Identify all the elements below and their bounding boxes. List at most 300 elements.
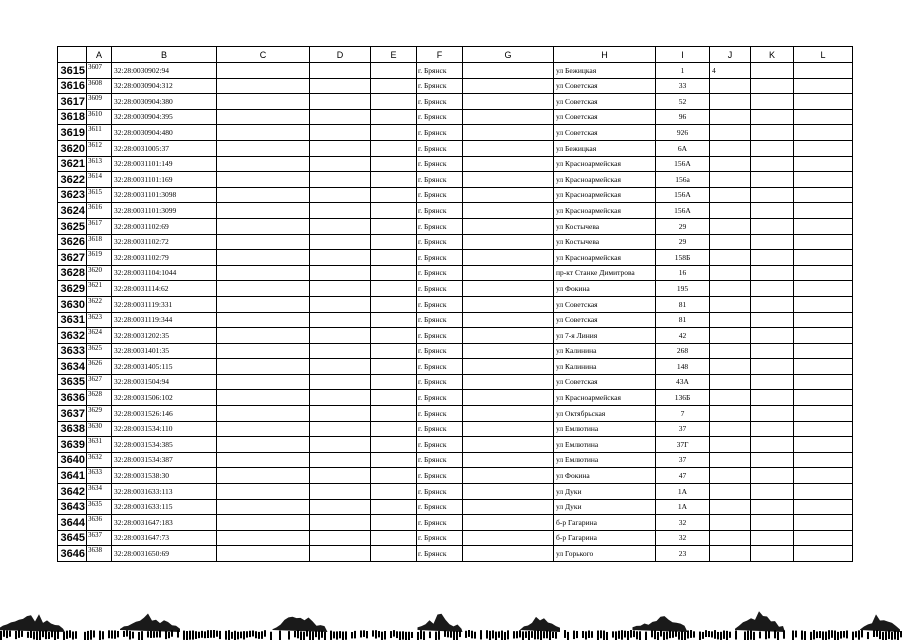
cell-f-city[interactable]: г. Брянск: [417, 203, 463, 219]
cell-l[interactable]: [794, 265, 853, 281]
cell-j[interactable]: [710, 312, 751, 328]
cell-f-city[interactable]: г. Брянск: [417, 125, 463, 141]
cell-l[interactable]: [794, 250, 853, 266]
cell-j[interactable]: [710, 515, 751, 531]
cell-e[interactable]: [371, 530, 417, 546]
cell-c[interactable]: [217, 328, 310, 344]
cell-a[interactable]: 3637: [87, 530, 112, 546]
cell-f-city[interactable]: г. Брянск: [417, 468, 463, 484]
cell-c[interactable]: [217, 530, 310, 546]
cell-a[interactable]: 3613: [87, 156, 112, 172]
cell-d[interactable]: [310, 359, 371, 375]
cell-l[interactable]: [794, 374, 853, 390]
cell-e[interactable]: [371, 234, 417, 250]
cell-b-cadastral-number[interactable]: 32:28:0031534:110: [112, 421, 217, 437]
cell-b-cadastral-number[interactable]: 32:28:0031650:69: [112, 546, 217, 562]
cell-f-city[interactable]: г. Брянск: [417, 63, 463, 79]
cell-g[interactable]: [463, 125, 554, 141]
cell-b-cadastral-number[interactable]: 32:28:0031504:94: [112, 374, 217, 390]
cell-b-cadastral-number[interactable]: 32:28:0031405:115: [112, 359, 217, 375]
cell-i-house-number[interactable]: 33: [656, 78, 710, 94]
cell-b-cadastral-number[interactable]: 32:28:0030904:480: [112, 125, 217, 141]
cell-h-street[interactable]: ул Дуки: [554, 484, 656, 500]
cell-f-city[interactable]: г. Брянск: [417, 359, 463, 375]
cell-f-city[interactable]: г. Брянск: [417, 437, 463, 453]
cell-l[interactable]: [794, 312, 853, 328]
cell-a[interactable]: 3616: [87, 203, 112, 219]
cell-j[interactable]: [710, 406, 751, 422]
cell-d[interactable]: [310, 343, 371, 359]
cell-h-street[interactable]: ул Емлютина: [554, 452, 656, 468]
row-number-cell[interactable]: 3631: [58, 312, 87, 328]
cell-e[interactable]: [371, 406, 417, 422]
cell-j[interactable]: [710, 234, 751, 250]
cell-f-city[interactable]: г. Брянск: [417, 484, 463, 500]
cell-k[interactable]: [751, 187, 794, 203]
row-number-cell[interactable]: 3636: [58, 390, 87, 406]
row-number-cell[interactable]: 3619: [58, 125, 87, 141]
cell-i-house-number[interactable]: 42: [656, 328, 710, 344]
cell-f-city[interactable]: г. Брянск: [417, 156, 463, 172]
cell-j[interactable]: [710, 187, 751, 203]
cell-l[interactable]: [794, 63, 853, 79]
cell-f-city[interactable]: г. Брянск: [417, 328, 463, 344]
cell-a[interactable]: 3632: [87, 452, 112, 468]
row-number-cell[interactable]: 3637: [58, 406, 87, 422]
cell-a[interactable]: 3621: [87, 281, 112, 297]
cell-f-city[interactable]: г. Брянск: [417, 218, 463, 234]
cell-g[interactable]: [463, 359, 554, 375]
cell-d[interactable]: [310, 172, 371, 188]
cell-j[interactable]: [710, 296, 751, 312]
cell-b-cadastral-number[interactable]: 32:28:0031647:183: [112, 515, 217, 531]
cell-g[interactable]: [463, 63, 554, 79]
cell-e[interactable]: [371, 328, 417, 344]
cell-j[interactable]: [710, 265, 751, 281]
cell-i-house-number[interactable]: 37: [656, 452, 710, 468]
cell-i-house-number[interactable]: 29: [656, 218, 710, 234]
cell-e[interactable]: [371, 265, 417, 281]
cell-a[interactable]: 3614: [87, 172, 112, 188]
cell-f-city[interactable]: г. Брянск: [417, 296, 463, 312]
cell-i-house-number[interactable]: 158Б: [656, 250, 710, 266]
cell-a[interactable]: 3627: [87, 374, 112, 390]
cell-f-city[interactable]: г. Брянск: [417, 452, 463, 468]
cell-c[interactable]: [217, 452, 310, 468]
cell-f-city[interactable]: г. Брянск: [417, 343, 463, 359]
cell-a[interactable]: 3610: [87, 109, 112, 125]
cell-a[interactable]: 3631: [87, 437, 112, 453]
cell-d[interactable]: [310, 250, 371, 266]
cell-b-cadastral-number[interactable]: 32:28:0031102:79: [112, 250, 217, 266]
cell-j[interactable]: [710, 374, 751, 390]
cell-a[interactable]: 3625: [87, 343, 112, 359]
row-number-cell[interactable]: 3628: [58, 265, 87, 281]
cell-j[interactable]: [710, 484, 751, 500]
cell-f-city[interactable]: г. Брянск: [417, 281, 463, 297]
cell-j[interactable]: [710, 109, 751, 125]
cell-h-street[interactable]: пр-кт Станке Димитрова: [554, 265, 656, 281]
cell-g[interactable]: [463, 265, 554, 281]
cell-g[interactable]: [463, 437, 554, 453]
cell-d[interactable]: [310, 296, 371, 312]
cell-k[interactable]: [751, 109, 794, 125]
cell-j[interactable]: [710, 359, 751, 375]
cell-c[interactable]: [217, 437, 310, 453]
cell-e[interactable]: [371, 94, 417, 110]
cell-c[interactable]: [217, 281, 310, 297]
cell-d[interactable]: [310, 281, 371, 297]
cell-h-street[interactable]: ул Емлютина: [554, 437, 656, 453]
cell-k[interactable]: [751, 265, 794, 281]
cell-f-city[interactable]: г. Брянск: [417, 250, 463, 266]
column-header-k[interactable]: K: [751, 47, 794, 63]
cell-l[interactable]: [794, 281, 853, 297]
cell-g[interactable]: [463, 406, 554, 422]
cell-d[interactable]: [310, 187, 371, 203]
cell-i-house-number[interactable]: 268: [656, 343, 710, 359]
cell-b-cadastral-number[interactable]: 32:28:0031633:115: [112, 499, 217, 515]
cell-f-city[interactable]: г. Брянск: [417, 312, 463, 328]
cell-e[interactable]: [371, 218, 417, 234]
cell-e[interactable]: [371, 109, 417, 125]
cell-l[interactable]: [794, 484, 853, 500]
cell-i-house-number[interactable]: 1А: [656, 484, 710, 500]
cell-i-house-number[interactable]: 195: [656, 281, 710, 297]
cell-j[interactable]: [710, 78, 751, 94]
cell-i-house-number[interactable]: 81: [656, 296, 710, 312]
row-number-cell[interactable]: 3645: [58, 530, 87, 546]
cell-c[interactable]: [217, 109, 310, 125]
column-header-f[interactable]: F: [417, 47, 463, 63]
row-number-cell[interactable]: 3638: [58, 421, 87, 437]
cell-h-street[interactable]: б-р Гагарина: [554, 515, 656, 531]
cell-e[interactable]: [371, 374, 417, 390]
cell-b-cadastral-number[interactable]: 32:28:0031101:3098: [112, 187, 217, 203]
cell-c[interactable]: [217, 203, 310, 219]
cell-g[interactable]: [463, 328, 554, 344]
cell-l[interactable]: [794, 437, 853, 453]
cell-b-cadastral-number[interactable]: 32:28:0030904:380: [112, 94, 217, 110]
cell-l[interactable]: [794, 343, 853, 359]
cell-l[interactable]: [794, 218, 853, 234]
cell-l[interactable]: [794, 452, 853, 468]
cell-h-street[interactable]: ул Фокина: [554, 468, 656, 484]
cell-k[interactable]: [751, 94, 794, 110]
cell-k[interactable]: [751, 281, 794, 297]
cell-j[interactable]: [710, 94, 751, 110]
cell-e[interactable]: [371, 312, 417, 328]
cell-c[interactable]: [217, 390, 310, 406]
cell-j[interactable]: [710, 218, 751, 234]
cell-e[interactable]: [371, 250, 417, 266]
cell-k[interactable]: [751, 78, 794, 94]
cell-b-cadastral-number[interactable]: 32:28:0031534:385: [112, 437, 217, 453]
row-number-cell[interactable]: 3646: [58, 546, 87, 562]
cell-g[interactable]: [463, 140, 554, 156]
cell-b-cadastral-number[interactable]: 32:28:0031101:169: [112, 172, 217, 188]
cell-c[interactable]: [217, 218, 310, 234]
cell-i-house-number[interactable]: 29: [656, 234, 710, 250]
cell-l[interactable]: [794, 515, 853, 531]
cell-l[interactable]: [794, 140, 853, 156]
cell-h-street[interactable]: ул Красноармейская: [554, 187, 656, 203]
cell-l[interactable]: [794, 468, 853, 484]
cell-k[interactable]: [751, 515, 794, 531]
cell-l[interactable]: [794, 499, 853, 515]
cell-a[interactable]: 3617: [87, 218, 112, 234]
cell-g[interactable]: [463, 374, 554, 390]
cell-d[interactable]: [310, 468, 371, 484]
cell-d[interactable]: [310, 515, 371, 531]
row-number-cell[interactable]: 3634: [58, 359, 87, 375]
cell-h-street[interactable]: ул Советская: [554, 109, 656, 125]
cell-h-street[interactable]: ул 7-я Линия: [554, 328, 656, 344]
cell-i-house-number[interactable]: 6А: [656, 140, 710, 156]
cell-c[interactable]: [217, 234, 310, 250]
cell-g[interactable]: [463, 343, 554, 359]
cell-i-house-number[interactable]: 156А: [656, 156, 710, 172]
cell-e[interactable]: [371, 140, 417, 156]
cell-k[interactable]: [751, 452, 794, 468]
cell-a[interactable]: 3620: [87, 265, 112, 281]
cell-b-cadastral-number[interactable]: 32:28:0031526:146: [112, 406, 217, 422]
cell-k[interactable]: [751, 328, 794, 344]
cell-i-house-number[interactable]: 81: [656, 312, 710, 328]
row-number-cell[interactable]: 3615: [58, 63, 87, 79]
cell-h-street[interactable]: ул Бежицкая: [554, 140, 656, 156]
column-header-a[interactable]: A: [87, 47, 112, 63]
cell-a[interactable]: 3635: [87, 499, 112, 515]
cell-a[interactable]: 3622: [87, 296, 112, 312]
cell-b-cadastral-number[interactable]: 32:28:0031647:73: [112, 530, 217, 546]
row-number-cell[interactable]: 3616: [58, 78, 87, 94]
cell-k[interactable]: [751, 343, 794, 359]
cell-c[interactable]: [217, 296, 310, 312]
cell-d[interactable]: [310, 530, 371, 546]
cell-h-street[interactable]: ул Октябрьская: [554, 406, 656, 422]
cell-c[interactable]: [217, 312, 310, 328]
column-header-b[interactable]: B: [112, 47, 217, 63]
cell-b-cadastral-number[interactable]: 32:28:0031506:102: [112, 390, 217, 406]
cell-l[interactable]: [794, 234, 853, 250]
cell-g[interactable]: [463, 156, 554, 172]
cell-e[interactable]: [371, 172, 417, 188]
column-header-l[interactable]: L: [794, 47, 853, 63]
cell-i-house-number[interactable]: 52: [656, 94, 710, 110]
cell-e[interactable]: [371, 484, 417, 500]
cell-e[interactable]: [371, 125, 417, 141]
cell-h-street[interactable]: ул Красноармейская: [554, 250, 656, 266]
cell-f-city[interactable]: г. Брянск: [417, 172, 463, 188]
cell-g[interactable]: [463, 452, 554, 468]
cell-f-city[interactable]: г. Брянск: [417, 234, 463, 250]
cell-d[interactable]: [310, 328, 371, 344]
column-header-d[interactable]: D: [310, 47, 371, 63]
cell-g[interactable]: [463, 94, 554, 110]
row-number-cell[interactable]: 3639: [58, 437, 87, 453]
cell-h-street[interactable]: ул Советская: [554, 94, 656, 110]
cell-c[interactable]: [217, 172, 310, 188]
cell-e[interactable]: [371, 359, 417, 375]
cell-f-city[interactable]: г. Брянск: [417, 406, 463, 422]
cell-c[interactable]: [217, 468, 310, 484]
cell-g[interactable]: [463, 109, 554, 125]
cell-g[interactable]: [463, 530, 554, 546]
cell-a[interactable]: 3630: [87, 421, 112, 437]
cell-i-house-number[interactable]: 43А: [656, 374, 710, 390]
row-number-cell[interactable]: 3633: [58, 343, 87, 359]
cell-g[interactable]: [463, 499, 554, 515]
cell-a[interactable]: 3633: [87, 468, 112, 484]
cell-g[interactable]: [463, 218, 554, 234]
cell-d[interactable]: [310, 390, 371, 406]
cell-i-house-number[interactable]: 37: [656, 421, 710, 437]
cell-h-street[interactable]: ул Советская: [554, 125, 656, 141]
cell-h-street[interactable]: ул Советская: [554, 374, 656, 390]
cell-l[interactable]: [794, 203, 853, 219]
row-number-cell[interactable]: 3630: [58, 296, 87, 312]
cell-f-city[interactable]: г. Брянск: [417, 94, 463, 110]
cell-a[interactable]: 3618: [87, 234, 112, 250]
cell-l[interactable]: [794, 156, 853, 172]
cell-l[interactable]: [794, 530, 853, 546]
cell-j[interactable]: [710, 172, 751, 188]
cell-h-street[interactable]: ул Емлютина: [554, 421, 656, 437]
cell-i-house-number[interactable]: 32: [656, 530, 710, 546]
cell-b-cadastral-number[interactable]: 32:28:0031202:35: [112, 328, 217, 344]
cell-b-cadastral-number[interactable]: 32:28:0031102:69: [112, 218, 217, 234]
cell-e[interactable]: [371, 281, 417, 297]
row-number-cell[interactable]: 3617: [58, 94, 87, 110]
cell-a[interactable]: 3619: [87, 250, 112, 266]
cell-a[interactable]: 3612: [87, 140, 112, 156]
cell-a[interactable]: 3624: [87, 328, 112, 344]
cell-k[interactable]: [751, 499, 794, 515]
cell-g[interactable]: [463, 468, 554, 484]
cell-c[interactable]: [217, 187, 310, 203]
cell-a[interactable]: 3607: [87, 63, 112, 79]
cell-j[interactable]: [710, 140, 751, 156]
cell-i-house-number[interactable]: 156А: [656, 203, 710, 219]
cell-d[interactable]: [310, 156, 371, 172]
cell-j[interactable]: [710, 125, 751, 141]
cell-i-house-number[interactable]: 7: [656, 406, 710, 422]
cell-k[interactable]: [751, 421, 794, 437]
cell-i-house-number[interactable]: 148: [656, 359, 710, 375]
cell-c[interactable]: [217, 484, 310, 500]
row-number-cell[interactable]: 3629: [58, 281, 87, 297]
cell-j[interactable]: [710, 530, 751, 546]
cell-c[interactable]: [217, 546, 310, 562]
cell-g[interactable]: [463, 172, 554, 188]
cell-k[interactable]: [751, 406, 794, 422]
cell-l[interactable]: [794, 78, 853, 94]
cell-h-street[interactable]: ул Костычева: [554, 234, 656, 250]
cell-k[interactable]: [751, 156, 794, 172]
cell-e[interactable]: [371, 452, 417, 468]
cell-d[interactable]: [310, 140, 371, 156]
cell-k[interactable]: [751, 140, 794, 156]
cell-l[interactable]: [794, 390, 853, 406]
cell-i-house-number[interactable]: 16: [656, 265, 710, 281]
cell-b-cadastral-number[interactable]: 32:28:0030904:312: [112, 78, 217, 94]
cell-c[interactable]: [217, 125, 310, 141]
cell-b-cadastral-number[interactable]: 32:28:0030904:395: [112, 109, 217, 125]
cell-h-street[interactable]: ул Калинина: [554, 359, 656, 375]
cell-c[interactable]: [217, 359, 310, 375]
cell-i-house-number[interactable]: 156А: [656, 187, 710, 203]
row-number-cell[interactable]: 3644: [58, 515, 87, 531]
row-number-cell[interactable]: 3641: [58, 468, 87, 484]
cell-c[interactable]: [217, 515, 310, 531]
cell-l[interactable]: [794, 172, 853, 188]
cell-h-street[interactable]: ул Дуки: [554, 499, 656, 515]
cell-k[interactable]: [751, 468, 794, 484]
cell-j[interactable]: [710, 250, 751, 266]
cell-k[interactable]: [751, 218, 794, 234]
cell-i-house-number[interactable]: 37Г: [656, 437, 710, 453]
cell-c[interactable]: [217, 78, 310, 94]
cell-h-street[interactable]: ул Красноармейская: [554, 156, 656, 172]
row-number-cell[interactable]: 3642: [58, 484, 87, 500]
cell-l[interactable]: [794, 109, 853, 125]
cell-b-cadastral-number[interactable]: 32:28:0031101:149: [112, 156, 217, 172]
cell-e[interactable]: [371, 63, 417, 79]
cell-g[interactable]: [463, 484, 554, 500]
cell-a[interactable]: 3611: [87, 125, 112, 141]
row-number-cell[interactable]: 3632: [58, 328, 87, 344]
cell-j[interactable]: [710, 328, 751, 344]
cell-g[interactable]: [463, 203, 554, 219]
cell-d[interactable]: [310, 234, 371, 250]
cell-j[interactable]: [710, 421, 751, 437]
cell-g[interactable]: [463, 250, 554, 266]
cell-c[interactable]: [217, 250, 310, 266]
cell-d[interactable]: [310, 218, 371, 234]
cell-b-cadastral-number[interactable]: 32:28:0030902:94: [112, 63, 217, 79]
cell-e[interactable]: [371, 390, 417, 406]
cell-c[interactable]: [217, 374, 310, 390]
row-number-cell[interactable]: 3643: [58, 499, 87, 515]
cell-d[interactable]: [310, 437, 371, 453]
cell-f-city[interactable]: г. Брянск: [417, 390, 463, 406]
cell-k[interactable]: [751, 234, 794, 250]
cell-k[interactable]: [751, 63, 794, 79]
cell-b-cadastral-number[interactable]: 32:28:0031104:1044: [112, 265, 217, 281]
cell-e[interactable]: [371, 203, 417, 219]
cell-e[interactable]: [371, 343, 417, 359]
cell-c[interactable]: [217, 406, 310, 422]
cell-c[interactable]: [217, 63, 310, 79]
cell-k[interactable]: [751, 125, 794, 141]
cell-g[interactable]: [463, 546, 554, 562]
cell-e[interactable]: [371, 78, 417, 94]
cell-h-street[interactable]: ул Красноармейская: [554, 390, 656, 406]
cell-f-city[interactable]: г. Брянск: [417, 265, 463, 281]
cell-l[interactable]: [794, 359, 853, 375]
cell-h-street[interactable]: б-р Гагарина: [554, 530, 656, 546]
cell-g[interactable]: [463, 78, 554, 94]
cell-e[interactable]: [371, 437, 417, 453]
cell-f-city[interactable]: г. Брянск: [417, 140, 463, 156]
cell-h-street[interactable]: ул Горького: [554, 546, 656, 562]
cell-l[interactable]: [794, 125, 853, 141]
cell-b-cadastral-number[interactable]: 32:28:0031101:3099: [112, 203, 217, 219]
cell-k[interactable]: [751, 359, 794, 375]
cell-a[interactable]: 3626: [87, 359, 112, 375]
cell-c[interactable]: [217, 421, 310, 437]
